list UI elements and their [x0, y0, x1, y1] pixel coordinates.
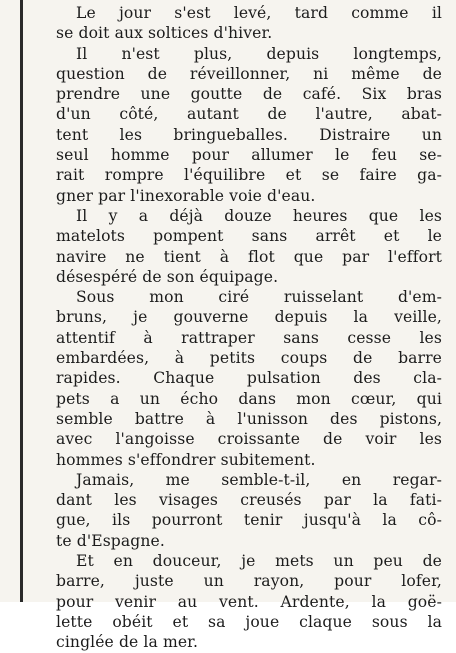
- text-line: Et en douceur, je mets un peu de: [76, 552, 442, 571]
- text-line: question de réveillonner, ni même de: [56, 64, 442, 83]
- text-line: navire ne tient à flot que par l'effort: [56, 247, 442, 266]
- text-line: te d'Espagne.: [56, 531, 165, 550]
- column-rule: [20, 0, 23, 602]
- text-line: lette obéit et sa joue claque sous la: [56, 612, 442, 631]
- text-line: embardées, à petits coups de barre: [56, 349, 442, 368]
- text-line: Le jour s'est levé, tard comme il: [76, 4, 442, 22]
- paragraph: [56, 3, 442, 44]
- paragraph: [56, 206, 442, 287]
- text-line: rapides. Chaque pulsation des cla-: [56, 369, 442, 388]
- text-line: bruns, je gouverne depuis la veille,: [56, 308, 442, 327]
- text-line: semble battre à l'unisson des pistons,: [56, 409, 442, 428]
- text-line: attentif à rattraper sans cesse les: [56, 328, 442, 347]
- article-column: [56, 3, 442, 653]
- text-line: Il y a déjà douze heures que les: [76, 206, 442, 225]
- text-line: Il n'est plus, depuis longtemps,: [76, 44, 442, 63]
- paragraph: [56, 470, 442, 551]
- paragraph: [56, 551, 442, 652]
- text-line: hommes s'effondrer subitement.: [56, 450, 316, 469]
- text-line: avec l'angoisse croissante de voir les: [56, 430, 442, 449]
- text-line: Sous mon ciré ruisselant d'em-: [76, 288, 442, 307]
- text-line: pets a un écho dans mon cœur, qui: [56, 389, 442, 408]
- text-line: dant les visages creusés par la fati-: [56, 491, 442, 510]
- paragraph: [56, 287, 442, 470]
- text-line: pour venir au vent. Ardente, la goë-: [56, 592, 442, 611]
- text-line: désespéré de son équipage.: [56, 267, 279, 286]
- text-line: gner par l'inexorable voie d'eau.: [56, 186, 316, 205]
- paragraph: [56, 44, 442, 206]
- text-line: matelots pompent sans arrêt et le: [56, 227, 442, 246]
- text-line: Jamais, me semble-t-il, en regar-: [76, 470, 442, 489]
- text-line: gue, ils pourront tenir jusqu'à la cô-: [56, 511, 442, 530]
- text-line: prendre une goutte de café. Six bras: [56, 85, 442, 104]
- text-line: barre, juste un rayon, pour lofer,: [56, 572, 442, 591]
- text-line: rait rompre l'équilibre et se faire ga-: [56, 166, 442, 185]
- text-line: d'un côté, autant de l'autre, abat-: [56, 105, 442, 124]
- text-line: seul homme pour allumer le feu se-: [56, 146, 442, 165]
- text-line: tent les bringueballes. Distraire un: [56, 125, 442, 144]
- text-line: se doit aux soltices d'hiver.: [56, 24, 273, 43]
- text-line: cinglée de la mer.: [56, 633, 199, 652]
